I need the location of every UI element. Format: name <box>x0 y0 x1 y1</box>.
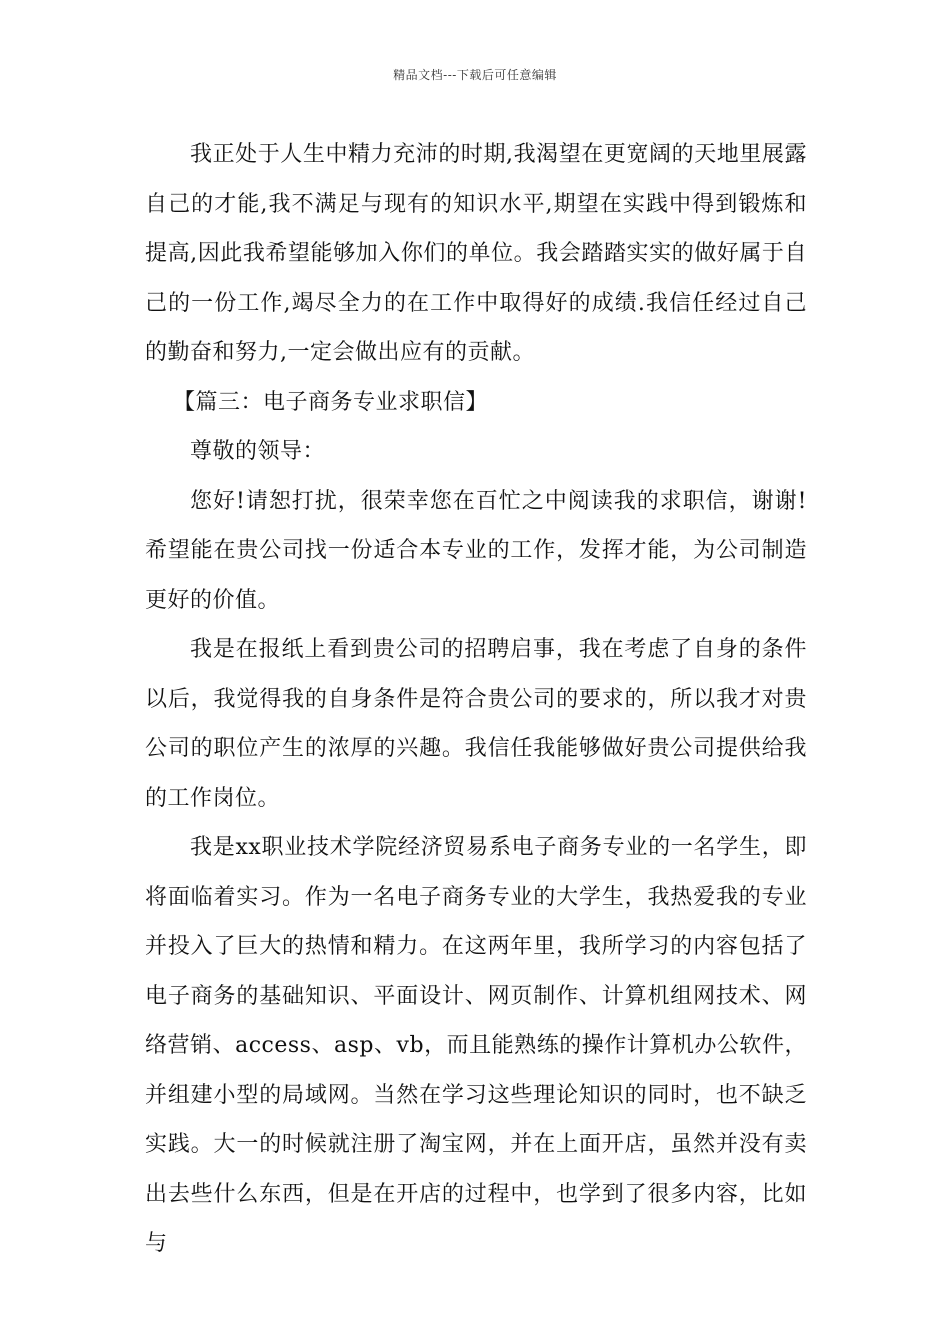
paragraph-intro: 我正处于人生中精力充沛的时期,我渴望在更宽阔的天地里展露自己的才能,我不满足与现有的知识水平,期望在实践中得到锻炼和提高,因此我希望能够加入你们的单位。我会踏踏实实的做好属于自己的一份工作,竭尽全力的在工作中取得好的成绩.我信任经过自己的勤奋和努力,一定会做出应有的贡献。 <box>145 142 807 365</box>
paragraph-background: 我是xx职业技术学院经济贸易系电子商务专业的一名学生，即将面临着实习。作为一名电子商务专业的大学生，我热爱我的专业并投入了巨大的热情和精力。在这两年里，我所学习的内容包括了电子商务的基础知识、平面设计、网页制作、计算机组网技术、网络营销、access、asp、vb，而且能熟练的操作计算机办公软件，并组建小型的局域网。当然在学习这些理论知识的同时，也不缺乏实践。大一的时候就注册了淘宝网，并在上面开店，虽然并没有卖出去些什么东西，但是在开店的过程中，也学到了很多内容，比如与 <box>145 835 807 1256</box>
section-heading: 【篇三：电子商务专业求职信】 <box>173 389 489 415</box>
salutation: 尊敬的领导： <box>190 439 326 464</box>
page-header: 精品文档---下载后可任意编辑 <box>393 68 557 82</box>
paragraph-motivation: 我是在报纸上看到贵公司的招聘启事，我在考虑了自身的条件以后，我觉得我的自身条件是符合贵公司的要求的，所以我才对贵公司的职位产生的浓厚的兴趣。我信任我能够做好贵公司提供给我的工作岗位。 <box>145 637 807 811</box>
document-body <box>145 130 807 1269</box>
paragraph-greeting: 您好!请恕打扰，很荣幸您在百忙之中阅读我的求职信，谢谢!希望能在贵公司找一份适合本专业的工作，发挥才能，为公司制造更好的价值。 <box>145 488 807 613</box>
